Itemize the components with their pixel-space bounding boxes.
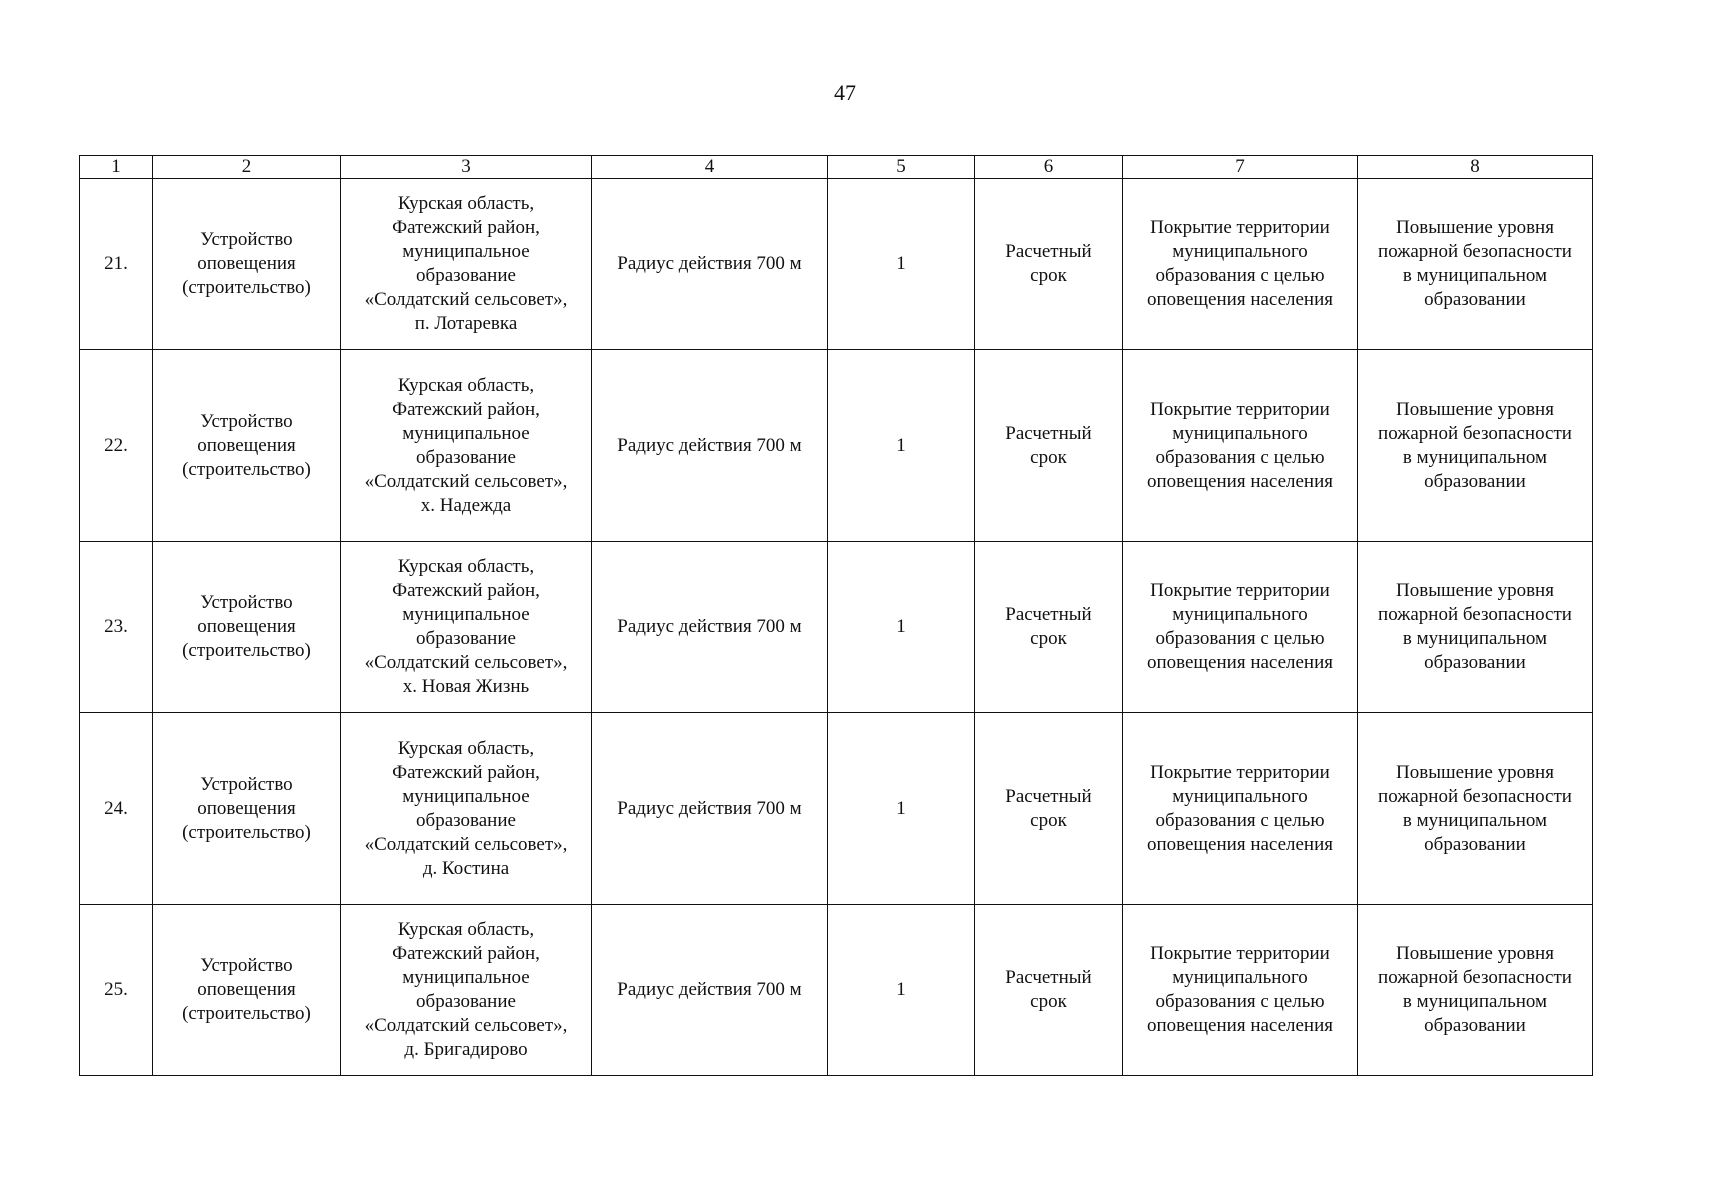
object-location: Курская область, Фатежский район, муниципальное образование «Солдатский сельсовет», х. Новая Жизнь: [341, 542, 592, 713]
object-effect: Повышение уровня пожарной безопасности в муниципальном образовании: [1358, 350, 1593, 542]
object-term: Расчетный срок: [975, 542, 1123, 713]
object-goal: Покрытие территории муниципального образования с целью оповещения населения: [1123, 179, 1358, 350]
object-name: Устройство оповещения (строительство): [153, 713, 341, 905]
object-quantity: 1: [828, 713, 975, 905]
row-number: 21.: [80, 179, 153, 350]
object-goal: Покрытие территории муниципального образования с целью оповещения населения: [1123, 905, 1358, 1076]
object-location: Курская область, Фатежский район, муниципальное образование «Солдатский сельсовет», д. Костина: [341, 713, 592, 905]
measures-table: [79, 155, 1593, 1076]
object-name: Устройство оповещения (строительство): [153, 905, 341, 1076]
object-parameter: Радиус действия 700 м: [592, 905, 828, 1076]
object-parameter: Радиус действия 700 м: [592, 350, 828, 542]
header-col-5: 5: [828, 156, 975, 179]
object-location: Курская область, Фатежский район, муниципальное образование «Солдатский сельсовет», д. Бригадирово: [341, 905, 592, 1076]
object-parameter: Радиус действия 700 м: [592, 713, 828, 905]
row-number: 25.: [80, 905, 153, 1076]
object-location: Курская область, Фатежский район, муниципальное образование «Солдатский сельсовет», х. Надежда: [341, 350, 592, 542]
object-goal: Покрытие территории муниципального образования с целью оповещения населения: [1123, 542, 1358, 713]
object-quantity: 1: [828, 179, 975, 350]
table-row: [80, 542, 1593, 713]
header-col-1: 1: [80, 156, 153, 179]
header-col-6: 6: [975, 156, 1123, 179]
object-parameter: Радиус действия 700 м: [592, 542, 828, 713]
object-name: Устройство оповещения (строительство): [153, 179, 341, 350]
table-row: [80, 350, 1593, 542]
object-effect: Повышение уровня пожарной безопасности в муниципальном образовании: [1358, 905, 1593, 1076]
object-effect: Повышение уровня пожарной безопасности в муниципальном образовании: [1358, 542, 1593, 713]
object-parameter: Радиус действия 700 м: [592, 179, 828, 350]
header-col-7: 7: [1123, 156, 1358, 179]
table-row: [80, 179, 1593, 350]
object-term: Расчетный срок: [975, 713, 1123, 905]
object-term: Расчетный срок: [975, 350, 1123, 542]
object-term: Расчетный срок: [975, 905, 1123, 1076]
row-number: 24.: [80, 713, 153, 905]
object-quantity: 1: [828, 542, 975, 713]
row-number: 23.: [80, 542, 153, 713]
header-col-3: 3: [341, 156, 592, 179]
header-col-4: 4: [592, 156, 828, 179]
object-location: Курская область, Фатежский район, муниципальное образование «Солдатский сельсовет», п. Лотаревка: [341, 179, 592, 350]
row-number: 22.: [80, 350, 153, 542]
object-name: Устройство оповещения (строительство): [153, 350, 341, 542]
table-row: [80, 713, 1593, 905]
object-quantity: 1: [828, 350, 975, 542]
object-goal: Покрытие территории муниципального образования с целью оповещения населения: [1123, 713, 1358, 905]
object-effect: Повышение уровня пожарной безопасности в муниципальном образовании: [1358, 713, 1593, 905]
table-row: [80, 905, 1593, 1076]
object-quantity: 1: [828, 905, 975, 1076]
object-goal: Покрытие территории муниципального образования с целью оповещения населения: [1123, 350, 1358, 542]
object-term: Расчетный срок: [975, 179, 1123, 350]
header-col-8: 8: [1358, 156, 1593, 179]
header-col-2: 2: [153, 156, 341, 179]
object-effect: Повышение уровня пожарной безопасности в муниципальном образовании: [1358, 179, 1593, 350]
header-row: [80, 156, 1593, 179]
page-number: 47: [834, 80, 856, 105]
object-name: Устройство оповещения (строительство): [153, 542, 341, 713]
